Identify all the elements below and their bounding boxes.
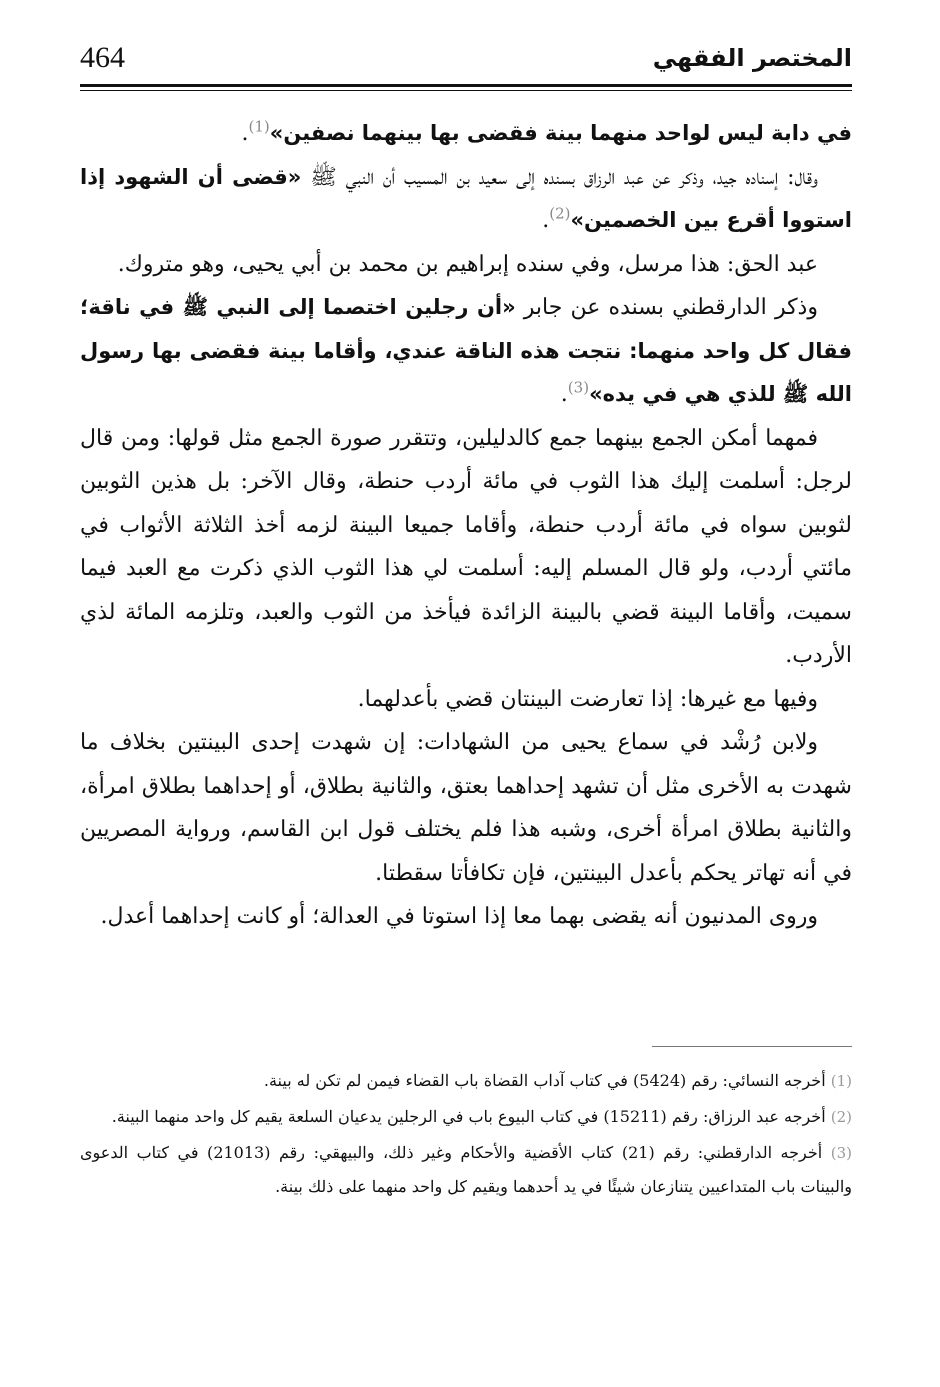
quote-bold: «أن رجلين اختصما إلى النبي ﷺ في ناقة؛ فقال كل واحد منهما: نتجت هذه الناقة عندي، وأقاما بينة فقضى بها رسول الله ﷺ للذي هي في يده» [80,295,852,406]
paragraph-4 [80,286,852,417]
footnote-ref-1: (1) [248,117,270,136]
footnote-text: أخرجه الدارقطني: رقم (21) كتاب الأقضية والأحكام وغير ذلك، والبيهقي: رقم (21013) في كتاب الدعوى والبينات باب المتداعيين يتنازعان شيئًا في يد أحدهما ويقيم كل واحد منهما على ذلك بينة. [80,1143,852,1196]
main-text [80,112,852,939]
footnote-text: أخرجه النسائي: رقم (5424) في كتاب آداب القضاة باب القضاء فيمن لم تكن له بينة. [263,1071,826,1090]
page-number: 464 [80,41,125,74]
footnote-number: (1) [830,1072,852,1090]
paragraph-3: عبد الحق: هذا مرسل، وفي سنده إبراهيم بن محمد بن أبي يحيى، وهو متروك. [117,251,818,277]
footnote-text: أخرجه عبد الرزاق: رقم (15211) في كتاب البيوع باب في الرجلين يدعيان السلعة يقيم كل واحد منهما البينة. [111,1107,826,1126]
paragraph-5: فمهما أمكن الجمع بينهما جمع كالدليلين، وتتقرر صورة الجمع مثل قولها: ومن قال لرجل: أسلمت إليك هذا الثوب في مائة أردب حنطة، وقال الآخر: بل هذين الثوبين لثوبين سواه في مائة أردب حنطة، وأقاما جميعا البينة لزمه أخذ الثلاثة الأثواب في مائتي أردب، ولو قال المسلم إليه: أسلمت لي هذا الثوب الذي ذكرت مع العبد فيما سميت، وأقاما البينة قضي بالبينة الزائدة فيأخذ من الثوب والعبد، وتلزمه المائة لذي الأردب. [80,425,852,668]
footnote-1 [80,1064,852,1098]
paragraph-7: ولابن رُشْد في سماع يحيى من الشهادات: إن شهدت إحدى البينتين بخلاف ما شهدت به الأخرى مثل أن تشهد إحداهما بعتق، والثانية بطلاق، أو إحداهما بطلاق امرأة، والثانية بطلاق امرأة أخرى، وشبه هذا فلم يختلف قول ابن القاسم، ورواية المصريين في أنه تهاتر يحكم بأعدل البينتين، فإن تكافأتا سقطتا. [80,730,852,886]
page-header [80,34,852,82]
paragraph-8: وروى المدنيون أنه يقضى بهما معا إذا استوتا في العدالة؛ أو كانت إحداهما أعدل. [100,904,818,929]
quote-bold: «قضى أن الشهود إذا استووا أقرع بين الخصمين» [80,164,852,232]
paragraph-text: وذكر الدارقطني بسنده عن جابر [515,295,818,320]
footnote-ref-2: (2) [549,204,571,223]
quote-bold: في دابة ليس لواحد منهما بينة فقضى بها بينهما نصفين» [269,121,852,145]
footnote-3 [80,1136,852,1203]
paragraph-1 [80,112,852,156]
footnote-number: (2) [830,1108,852,1126]
footnote-divider [652,1046,852,1047]
paragraph-2 [80,156,852,243]
footnote-number: (3) [830,1144,853,1162]
header-rule-thick [80,84,852,87]
paragraph-end: . [241,121,249,146]
footnotes [80,1064,852,1205]
header-rule-thin [80,90,852,91]
paragraph-end: . [560,382,568,407]
footnote-2 [80,1100,852,1134]
paragraph-end: . [542,208,550,233]
running-title: المختصر الفقهي [652,44,852,72]
footnote-ref-3: (3) [567,378,590,397]
paragraph-6: وفيها مع غيرها: إذا تعارضت البينتان قضي بأعدلهما. [357,686,818,712]
paragraph-text: وقال: إسناده جيد، وذكر عن عبد الرزاق بسنده إلى سعيد بن المسيب أن النبي ﷺ [301,164,818,190]
